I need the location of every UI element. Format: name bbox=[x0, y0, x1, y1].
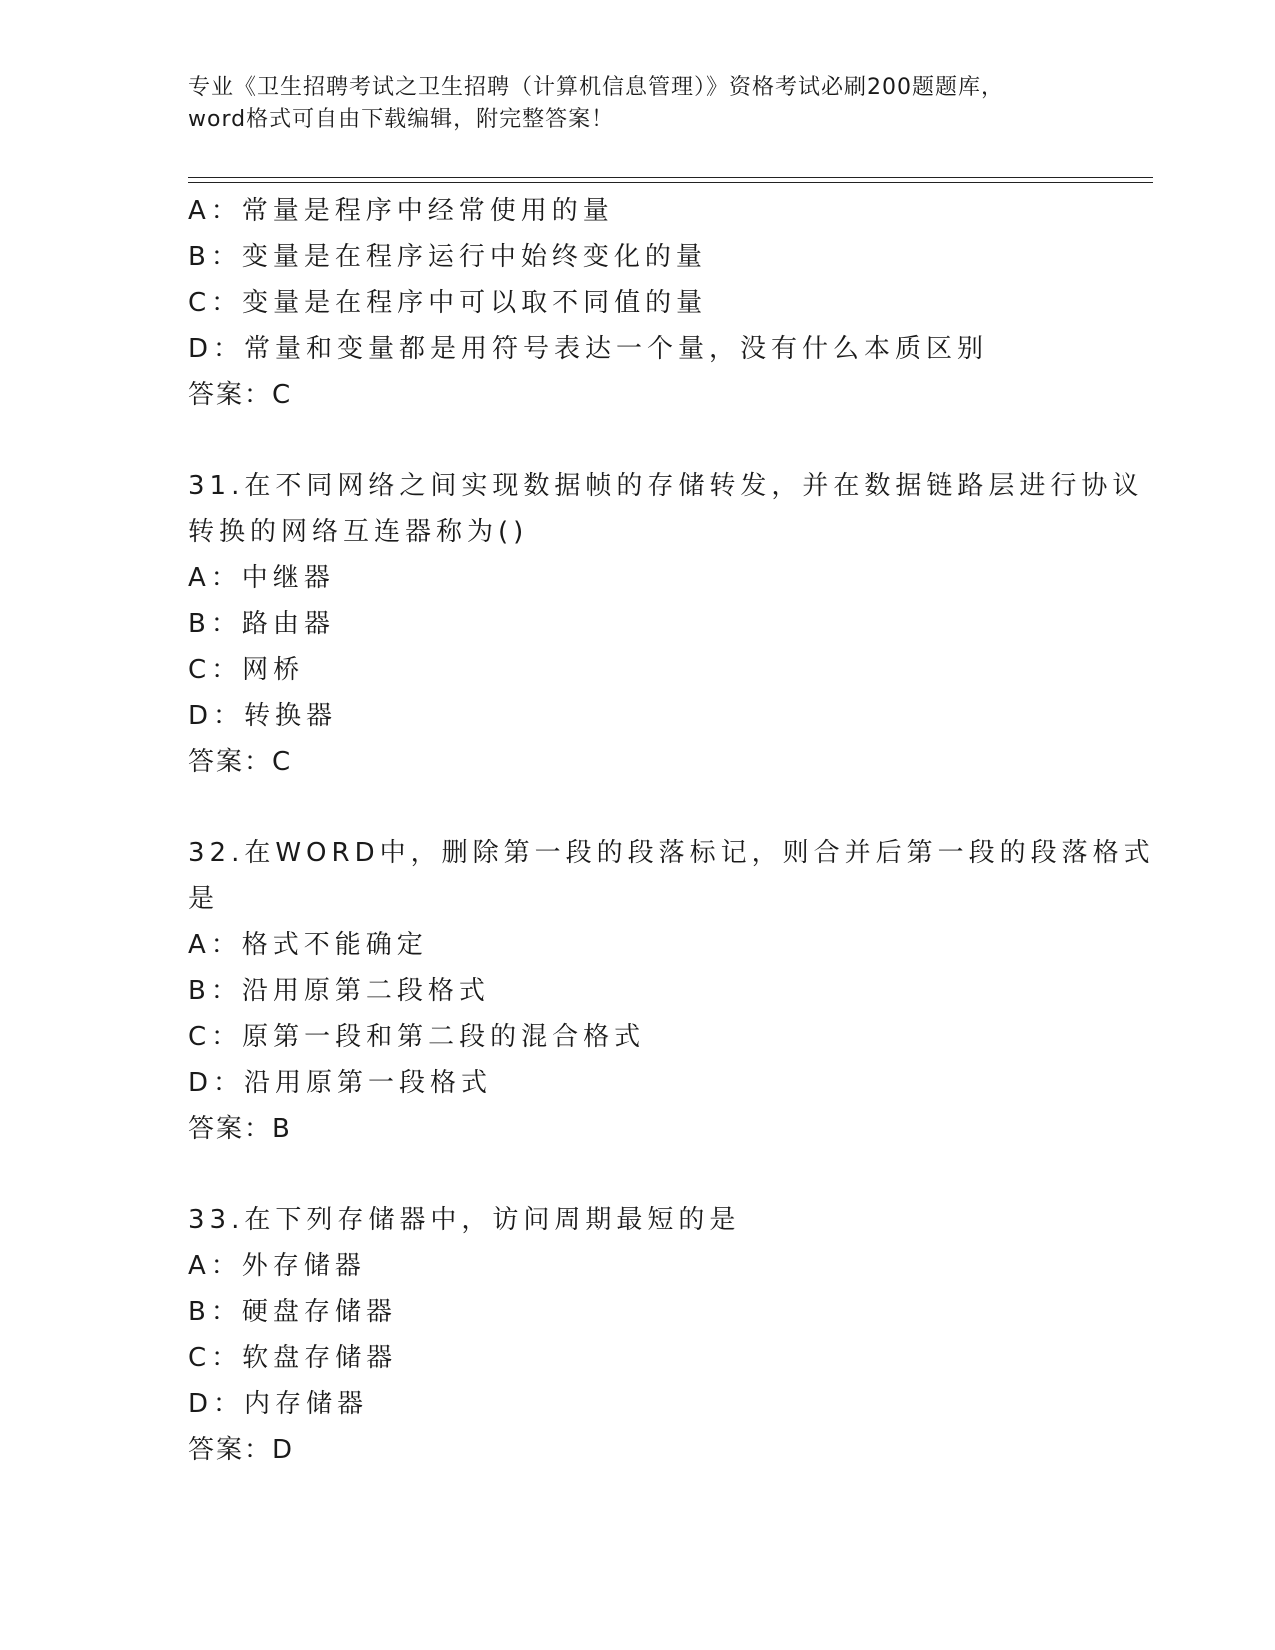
q32-option-c: C：原第一段和第二段的混合格式 bbox=[188, 1022, 646, 1052]
q32-answer: 答案：B bbox=[188, 1114, 292, 1144]
q33-option-d: D：内存储器 bbox=[188, 1389, 369, 1419]
header-title-line-1: 专业《卫生招聘考试之卫生招聘（计算机信息管理）》资格考试必刷200题题库， bbox=[188, 75, 1004, 100]
q31-option-b: B：路由器 bbox=[188, 609, 335, 639]
q31-option-c: C：网桥 bbox=[188, 655, 305, 685]
q30-option-b: B：变量是在程序运行中始终变化的量 bbox=[188, 242, 707, 272]
q33-stem-line-1: 33.在下列存储器中，访问周期最短的是 bbox=[188, 1205, 741, 1235]
q30-option-a: A：常量是程序中经常使用的量 bbox=[188, 196, 614, 226]
q33-option-c: C：软盘存储器 bbox=[188, 1343, 398, 1373]
header-divider-top bbox=[188, 177, 1153, 178]
spacer bbox=[188, 1152, 1088, 1197]
q30-answer: 答案：C bbox=[188, 380, 293, 410]
q31-option-d: D：转换器 bbox=[188, 701, 338, 731]
spacer bbox=[188, 785, 1088, 830]
spacer bbox=[188, 418, 1088, 463]
q32-option-d: D：沿用原第一段格式 bbox=[188, 1068, 493, 1098]
q31-stem-line-1: 31.在不同网络之间实现数据帧的存储转发，并在数据链路层进行协议 bbox=[188, 471, 1144, 501]
q30-option-d: D：常量和变量都是用符号表达一个量，没有什么本质区别 bbox=[188, 334, 989, 364]
q31-option-a: A：中继器 bbox=[188, 563, 335, 593]
q32-stem-line-1: 32.在WORD中，删除第一段的段落标记，则合并后第一段的段落格式 bbox=[188, 838, 1155, 868]
question-30-block bbox=[188, 188, 1088, 418]
document-header bbox=[188, 72, 1088, 136]
question-31-block bbox=[188, 463, 1144, 785]
q32-stem-line-2: 是 bbox=[188, 884, 220, 914]
q32-option-b: B：沿用原第二段格式 bbox=[188, 976, 490, 1006]
q31-stem-line-2: 转换的网络互连器称为() bbox=[188, 517, 529, 547]
q31-answer: 答案：C bbox=[188, 747, 293, 777]
q33-answer: 答案：D bbox=[188, 1435, 295, 1465]
header-title-line-2: word格式可自由下载编辑，附完整答案！ bbox=[188, 107, 615, 132]
header-divider-bottom bbox=[188, 182, 1153, 183]
question-list bbox=[188, 188, 1155, 1473]
question-33-block bbox=[188, 1197, 1088, 1473]
q32-option-a: A：格式不能确定 bbox=[188, 930, 428, 960]
q33-option-b: B：硬盘存储器 bbox=[188, 1297, 397, 1327]
q33-option-a: A：外存储器 bbox=[188, 1251, 366, 1281]
q30-option-c: C：变量是在程序中可以取不同值的量 bbox=[188, 288, 708, 318]
question-32-block bbox=[188, 830, 1155, 1152]
